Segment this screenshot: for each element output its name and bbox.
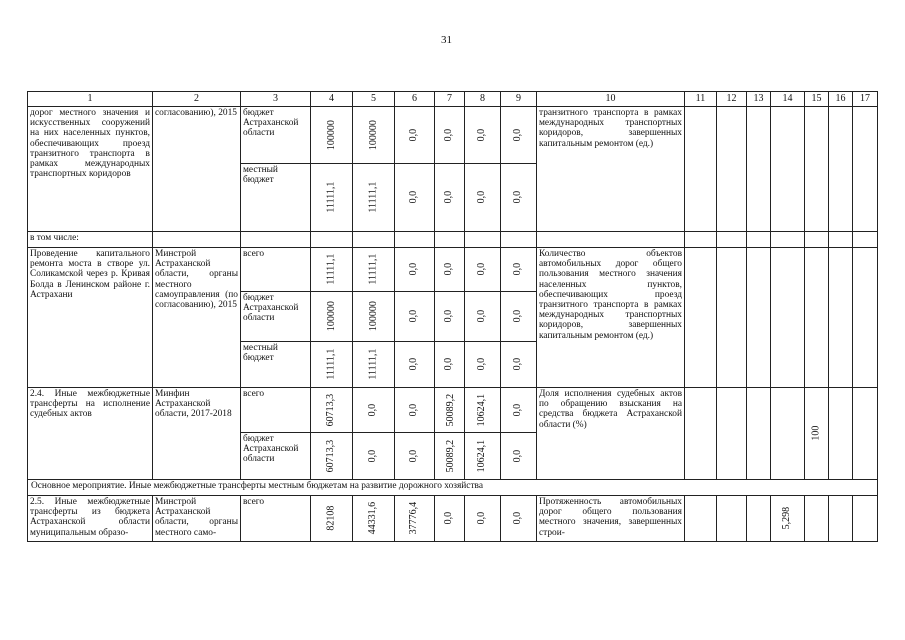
col-header: 13 — [747, 92, 771, 107]
value-year: 11111,1 — [367, 253, 379, 285]
source-cell: бюджет Астраханской области — [241, 433, 311, 480]
col-header: 8 — [465, 92, 501, 107]
indicator-cell: Количество объектов автомобильных дорог общего пользования местного значения населенных пунктов, обеспечивающих проезд транзитного транспорта в рамках международных транспортных коридоров, завершенных капитальным ремонтом (ед.) — [537, 248, 685, 388]
source-cell: всего — [241, 248, 311, 292]
value-year: 0,0 — [408, 128, 420, 142]
value-year: 0,0 — [512, 512, 524, 525]
col-header: 11 — [685, 92, 717, 107]
in-that-number-label: в том числе: — [28, 232, 153, 248]
value-year: 0,0 — [476, 263, 488, 276]
indicator-cell: транзитного транспорта в рамках международных транспортных коридоров, завершенных капитальным ремонтом (ед.) — [537, 107, 685, 232]
value-year: 0,0 — [476, 191, 488, 204]
table-row — [28, 248, 878, 292]
value-year: 0,0 — [408, 191, 420, 204]
value-total: 11111,1 — [325, 253, 337, 285]
value-year: 0,0 — [408, 310, 420, 323]
value-year: 0,0 — [476, 358, 488, 371]
value-year: 100000 — [367, 119, 379, 150]
col-header: 17 — [853, 92, 878, 107]
table-row — [28, 232, 878, 248]
value-year: 50089,2 — [445, 393, 457, 427]
table-row — [28, 480, 878, 496]
source-cell: всего — [241, 496, 311, 542]
source-cell: всего — [241, 388, 311, 433]
value-year: 0,0 — [408, 449, 420, 463]
value-year: 0,0 — [512, 403, 524, 417]
value-year: 11111,1 — [367, 348, 379, 380]
measure-name-cell: 2.4. Иные межбюджетные трансферты на исполнение судебных актов — [28, 388, 153, 480]
value-year: 0,0 — [512, 310, 524, 323]
executor-cell: Минфин Астраханской области, 2017-2018 — [153, 388, 241, 480]
indicator-cell: Доля исполнения судебных актов по обращению взыскания на средства бюджета Астраханской области (%) — [537, 388, 685, 480]
col-header: 7 — [435, 92, 465, 107]
source-cell: местный бюджет — [241, 342, 311, 388]
value-year: 11111,1 — [367, 181, 379, 213]
source-cell: бюджет Астраханской области — [241, 292, 311, 342]
value-year: 37776,4 — [408, 502, 420, 535]
value-year: 0,0 — [443, 263, 455, 276]
indicator-value: 5,298 — [781, 507, 793, 530]
col-header: 10 — [537, 92, 685, 107]
table-row — [28, 107, 878, 164]
value-year: 0,0 — [443, 358, 455, 371]
col-header: 3 — [241, 92, 311, 107]
source-cell: местный бюджет — [241, 164, 311, 232]
executor-cell: Минстрой Астраханской области, органы местного само- — [153, 496, 241, 542]
value-year: 0,0 — [476, 512, 488, 525]
col-header: 6 — [395, 92, 435, 107]
main-event-heading: Основное мероприятие. Иные межбюджетные трансферты местным бюджетам на развитие дорожного хозяйства — [28, 480, 878, 496]
value-year: 0,0 — [512, 263, 524, 276]
indicator-cell: Протяженность автомобильных дорог общего пользования местного значения, завершенных строи- — [537, 496, 685, 542]
value-year: 0,0 — [512, 358, 524, 371]
value-year: 0,0 — [408, 358, 420, 371]
value-year: 0,0 — [408, 263, 420, 276]
value-total: 82108 — [325, 505, 337, 531]
executor-cell: согласованию), 2015 — [153, 107, 241, 232]
value-year: 0,0 — [476, 128, 488, 142]
value-year: 10624,1 — [476, 393, 488, 427]
indicator-value: 100 — [810, 425, 822, 441]
col-header: 16 — [829, 92, 853, 107]
value-year: 0,0 — [443, 310, 455, 323]
value-year: 0,0 — [512, 128, 524, 142]
col-header: 1 — [28, 92, 153, 107]
table-row — [28, 388, 878, 433]
col-header: 4 — [311, 92, 353, 107]
budget-table — [27, 91, 878, 542]
value-total: 11111,1 — [325, 348, 337, 380]
header-row — [28, 92, 878, 107]
value-total: 11111,1 — [325, 181, 337, 213]
measure-name-cell: 2.5. Иные межбюджетные трансферты из бюджета Астраханской области муниципальным образо- — [28, 496, 153, 542]
value-total: 60713,3 — [325, 393, 337, 427]
value-year: 50089,2 — [445, 439, 457, 473]
value-year: 0,0 — [443, 512, 455, 525]
value-year: 100000 — [367, 301, 379, 332]
value-year: 0,0 — [367, 449, 379, 463]
value-total: 60713,3 — [325, 439, 337, 473]
page-number: 31 — [441, 34, 452, 46]
col-header: 2 — [153, 92, 241, 107]
executor-cell: Минстрой Астраханской области, органы местного самоуправления (по согласованию), 2015 — [153, 248, 241, 388]
value-year: 0,0 — [512, 449, 524, 463]
col-header: 9 — [501, 92, 537, 107]
measure-name-cell: Проведение капитального ремонта моста в створе ул. Соликамской через р. Кривая Болда в Ленинском районе г. Астрахани — [28, 248, 153, 388]
value-year: 0,0 — [476, 310, 488, 323]
value-year: 10624,1 — [476, 439, 488, 473]
measure-name-cell: дорог местного значения и искусственных сооружений на них населенных пунктов, обеспечивающих проезд транзитного транспорта в рамках международных транспортных коридоров — [28, 107, 153, 232]
value-total: 100000 — [325, 119, 337, 150]
col-header: 12 — [717, 92, 747, 107]
table-row — [28, 496, 878, 542]
value-year: 44331,6 — [367, 502, 379, 535]
value-total: 100000 — [325, 301, 337, 332]
col-header: 15 — [805, 92, 829, 107]
value-year: 0,0 — [443, 191, 455, 204]
value-year: 0,0 — [367, 403, 379, 417]
value-year: 0,0 — [443, 128, 455, 142]
col-header: 5 — [353, 92, 395, 107]
value-year: 0,0 — [408, 403, 420, 417]
col-header: 14 — [771, 92, 805, 107]
value-year: 0,0 — [512, 191, 524, 204]
source-cell: бюджет Астраханской области — [241, 107, 311, 164]
